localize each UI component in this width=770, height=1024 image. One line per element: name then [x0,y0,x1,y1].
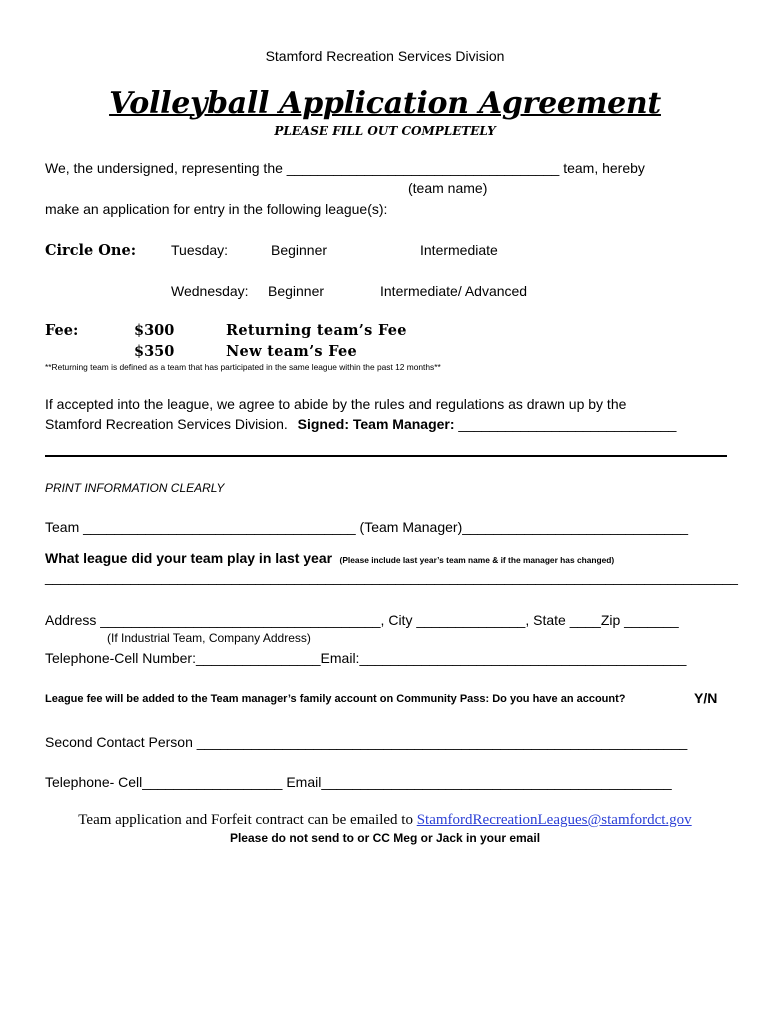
wednesday-beginner-option[interactable]: Beginner [268,283,325,299]
agreement-line-2 [45,416,676,432]
tuesday-intermediate-option[interactable]: Intermediate [420,242,498,258]
address-hint: (If Industrial Team, Company Address) [107,631,311,645]
second-telephone-email-field[interactable]: Telephone- Cell__________________ Email_____________________________________________ [45,774,672,790]
circle-one-label: Circle One: [45,242,137,259]
print-information-heading: PRINT INFORMATION CLEARLY [45,481,225,495]
returning-fee-label: Returning team’s Fee [226,322,407,339]
division-header: Stamford Recreation Services Division [265,48,505,64]
email-link[interactable]: StamfordRecreationLeagues@stamfordct.gov [416,812,692,828]
signed-team-manager-label: Signed: Team Manager: [297,416,455,432]
email-instructions-text: Team application and Forfeit contract can be emailed to [78,812,417,828]
community-pass-yes-no[interactable]: Y/N [694,690,718,706]
last-year-league-field[interactable]: _________________________________________________________________________________________ [45,569,738,585]
new-fee-label: New team’s Fee [226,343,358,360]
intro-line-1[interactable]: We, the undersigned, representing the ___________________________________ team, hereby [45,160,645,176]
community-pass-question: League fee will be added to the Team manager’s family account on Community Pass: Do you have an account? [45,693,626,705]
last-year-question-row [45,550,614,568]
agreement-division-text: Stamford Recreation Services Division. [45,416,288,432]
tuesday-label: Tuesday: [171,242,229,258]
agreement-line-1: If accepted into the league, we agree to abide by the rules and regulations as drawn up by the [45,396,627,412]
page-subtitle: PLEASE FILL OUT COMPLETELY [274,124,496,138]
new-fee-amount: $350 [134,343,175,360]
returning-fee-amount: $300 [134,322,175,339]
wednesday-label: Wednesday: [171,283,249,299]
intro-line-2: make an application for entry in the following league(s): [45,201,388,217]
team-and-manager-field[interactable]: Team ___________________________________ (Team Manager)_____________________________ [45,519,689,535]
section-divider [45,455,727,457]
fee-label: Fee: [45,322,79,339]
address-city-state-zip-field[interactable]: Address ____________________________________, City ______________, State ____Zip _______ [45,612,679,628]
do-not-cc-note: Please do not send to or CC Meg or Jack in your email [229,831,541,845]
tuesday-beginner-option[interactable]: Beginner [271,242,328,258]
page-title: Volleyball Application Agreement [109,86,661,121]
email-instructions [0,812,770,829]
returning-team-note: **Returning team is defined as a team that has participated in the same league within the past 12 months** [45,362,441,372]
signature-field[interactable]: ____________________________ [454,416,677,432]
second-contact-field[interactable]: Second Contact Person _______________________________________________________________ [45,734,688,750]
team-name-hint: (team name) [408,180,488,196]
telephone-email-field[interactable]: Telephone-Cell Number:________________Email:__________________________________________ [45,650,687,666]
wednesday-intermediate-advanced-option[interactable]: Intermediate/ Advanced [380,283,528,299]
last-year-note: (Please include last year’s team name & if the manager has changed) [339,555,615,565]
last-year-question: What league did your team play in last year [45,550,333,566]
